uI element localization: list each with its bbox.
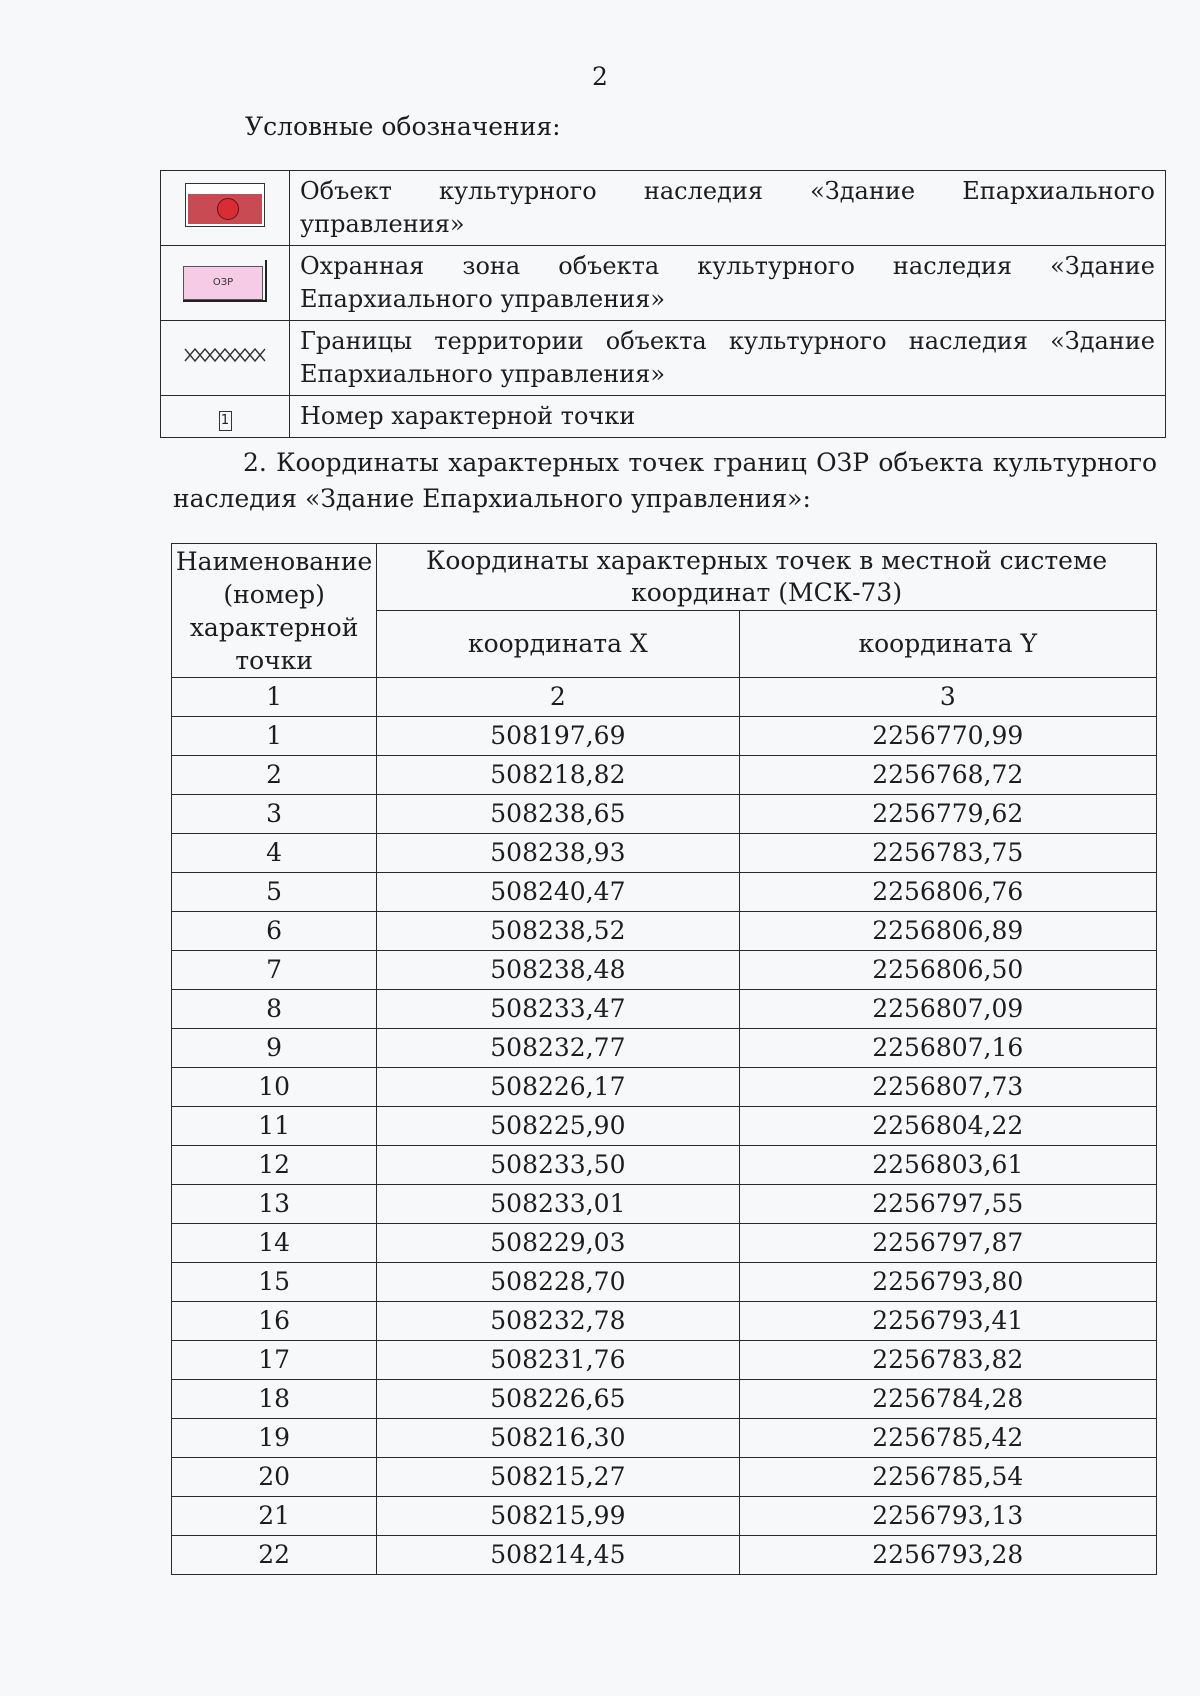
legend-text: Границы территории объекта культурного наследия «Здание Епархиального управления» xyxy=(290,321,1166,396)
point-number-cell: 15 xyxy=(172,1263,377,1302)
column-number: 3 xyxy=(739,678,1156,717)
point-number-cell: 8 xyxy=(172,990,377,1029)
point-number-cell: 16 xyxy=(172,1302,377,1341)
y-coordinate-cell: 2256783,75 xyxy=(739,834,1156,873)
table-row xyxy=(172,1185,1157,1224)
y-coordinate-cell: 2256793,28 xyxy=(739,1536,1156,1575)
x-coordinate-cell: 508240,47 xyxy=(377,873,739,912)
legend-title: Условные обозначения: xyxy=(245,112,561,141)
y-coordinate-cell: 2256785,42 xyxy=(739,1419,1156,1458)
table-row xyxy=(172,1536,1157,1575)
y-coordinate-cell: 2256807,16 xyxy=(739,1029,1156,1068)
x-coordinate-cell: 508229,03 xyxy=(377,1224,739,1263)
x-coordinate-cell: 508232,78 xyxy=(377,1302,739,1341)
y-coordinate-cell: 2256797,55 xyxy=(739,1185,1156,1224)
y-coordinate-cell: 2256806,89 xyxy=(739,912,1156,951)
point-number-cell: 22 xyxy=(172,1536,377,1575)
page-number: 2 xyxy=(592,62,608,91)
table-row xyxy=(172,1029,1157,1068)
y-coordinate-cell: 2256779,62 xyxy=(739,795,1156,834)
table-row xyxy=(172,1380,1157,1419)
table-row xyxy=(172,834,1157,873)
table-row xyxy=(172,1419,1157,1458)
point-number-cell: 6 xyxy=(172,912,377,951)
table-row xyxy=(172,1224,1157,1263)
point-number-cell: 5 xyxy=(172,873,377,912)
ozr-zone-icon xyxy=(183,258,267,302)
table-row xyxy=(172,795,1157,834)
point-number-cell: 7 xyxy=(172,951,377,990)
territory-border-icon xyxy=(183,343,267,367)
column-number-row xyxy=(172,678,1157,717)
legend-row-heritage xyxy=(161,171,1166,246)
x-coordinate-cell: 508233,50 xyxy=(377,1146,739,1185)
legend-table xyxy=(160,170,1166,438)
header-point-name: Наименование (номер) характерной точки xyxy=(172,544,377,678)
column-number: 1 xyxy=(172,678,377,717)
point-number-cell: 17 xyxy=(172,1341,377,1380)
x-coordinate-cell: 508238,93 xyxy=(377,834,739,873)
coordinates-table xyxy=(171,543,1157,1575)
point-number-cell: 21 xyxy=(172,1497,377,1536)
y-coordinate-cell: 2256806,76 xyxy=(739,873,1156,912)
y-coordinate-cell: 2256785,54 xyxy=(739,1458,1156,1497)
x-coordinate-cell: 508215,27 xyxy=(377,1458,739,1497)
y-coordinate-cell: 2256783,82 xyxy=(739,1341,1156,1380)
x-coordinate-cell: 508238,65 xyxy=(377,795,739,834)
table-row xyxy=(172,1263,1157,1302)
x-coordinate-cell: 508226,17 xyxy=(377,1068,739,1107)
point-number-cell: 4 xyxy=(172,834,377,873)
y-coordinate-cell: 2256807,73 xyxy=(739,1068,1156,1107)
header-coordinates: Координаты характерных точек в местной системе координат (МСК-73) xyxy=(377,544,1157,611)
x-coordinate-cell: 508215,99 xyxy=(377,1497,739,1536)
legend-symbol-cell xyxy=(161,321,290,396)
point-number-cell: 3 xyxy=(172,795,377,834)
x-coordinate-cell: 508218,82 xyxy=(377,756,739,795)
coordinates-body xyxy=(172,717,1157,1575)
table-row xyxy=(172,1497,1157,1536)
table-row xyxy=(172,873,1157,912)
column-number: 2 xyxy=(377,678,739,717)
y-coordinate-cell: 2256797,87 xyxy=(739,1224,1156,1263)
x-coordinate-cell: 508232,77 xyxy=(377,1029,739,1068)
point-number-cell: 1 xyxy=(172,717,377,756)
y-coordinate-cell: 2256804,22 xyxy=(739,1107,1156,1146)
legend-symbol-cell xyxy=(161,246,290,321)
table-row xyxy=(172,1068,1157,1107)
x-coordinate-cell: 508226,65 xyxy=(377,1380,739,1419)
point-number-cell: 12 xyxy=(172,1146,377,1185)
section-heading: 2. Координаты характерных точек границ ОЗР объекта культурного наследия «Здание Епархиального управления»: xyxy=(173,448,1157,513)
point-number-cell: 13 xyxy=(172,1185,377,1224)
y-coordinate-cell: 2256807,09 xyxy=(739,990,1156,1029)
table-row xyxy=(172,1458,1157,1497)
y-coordinate-cell: 2256806,50 xyxy=(739,951,1156,990)
x-coordinate-cell: 508238,52 xyxy=(377,912,739,951)
x-coordinate-cell: 508197,69 xyxy=(377,717,739,756)
x-coordinate-cell: 508231,76 xyxy=(377,1341,739,1380)
point-number-cell: 9 xyxy=(172,1029,377,1068)
heritage-object-icon xyxy=(185,183,265,227)
ozr-label: ОЗР xyxy=(183,266,263,300)
legend-text: Номер характерной точки xyxy=(290,396,1166,438)
point-number-cell: 11 xyxy=(172,1107,377,1146)
y-coordinate-cell: 2256770,99 xyxy=(739,717,1156,756)
header-x: координата X xyxy=(377,611,739,678)
table-row xyxy=(172,1107,1157,1146)
y-coordinate-cell: 2256803,61 xyxy=(739,1146,1156,1185)
table-row xyxy=(172,756,1157,795)
y-coordinate-cell: 2256793,41 xyxy=(739,1302,1156,1341)
point-number-cell: 19 xyxy=(172,1419,377,1458)
table-row xyxy=(172,1302,1157,1341)
point-number-cell: 14 xyxy=(172,1224,377,1263)
table-row xyxy=(172,990,1157,1029)
point-number-cell: 20 xyxy=(172,1458,377,1497)
point-number-cell: 2 xyxy=(172,756,377,795)
legend-row-ozr xyxy=(161,246,1166,321)
x-coordinate-cell: 508214,45 xyxy=(377,1536,739,1575)
x-coordinate-cell: 508228,70 xyxy=(377,1263,739,1302)
x-coordinate-cell: 508225,90 xyxy=(377,1107,739,1146)
point-number-cell: 18 xyxy=(172,1380,377,1419)
legend-text: Объект культурного наследия «Здание Епархиального управления» xyxy=(290,171,1166,246)
y-coordinate-cell: 2256784,28 xyxy=(739,1380,1156,1419)
legend-row-border xyxy=(161,321,1166,396)
x-coordinate-cell: 508238,48 xyxy=(377,951,739,990)
y-coordinate-cell: 2256768,72 xyxy=(739,756,1156,795)
point-number-cell: 10 xyxy=(172,1068,377,1107)
table-row xyxy=(172,717,1157,756)
x-coordinate-cell: 508233,01 xyxy=(377,1185,739,1224)
legend-text: Охранная зона объекта культурного наследия «Здание Епархиального управления» xyxy=(290,246,1166,321)
header-y: координата Y xyxy=(739,611,1156,678)
legend-row-point xyxy=(161,396,1166,438)
table-row xyxy=(172,1341,1157,1380)
table-header-row xyxy=(172,544,1157,611)
table-row xyxy=(172,951,1157,990)
point-number-icon: 1 xyxy=(219,411,232,431)
y-coordinate-cell: 2256793,13 xyxy=(739,1497,1156,1536)
table-row xyxy=(172,912,1157,951)
table-row xyxy=(172,1146,1157,1185)
x-coordinate-cell: 508216,30 xyxy=(377,1419,739,1458)
legend-symbol-cell xyxy=(161,396,290,438)
legend-symbol-cell xyxy=(161,171,290,246)
x-coordinate-cell: 508233,47 xyxy=(377,990,739,1029)
y-coordinate-cell: 2256793,80 xyxy=(739,1263,1156,1302)
